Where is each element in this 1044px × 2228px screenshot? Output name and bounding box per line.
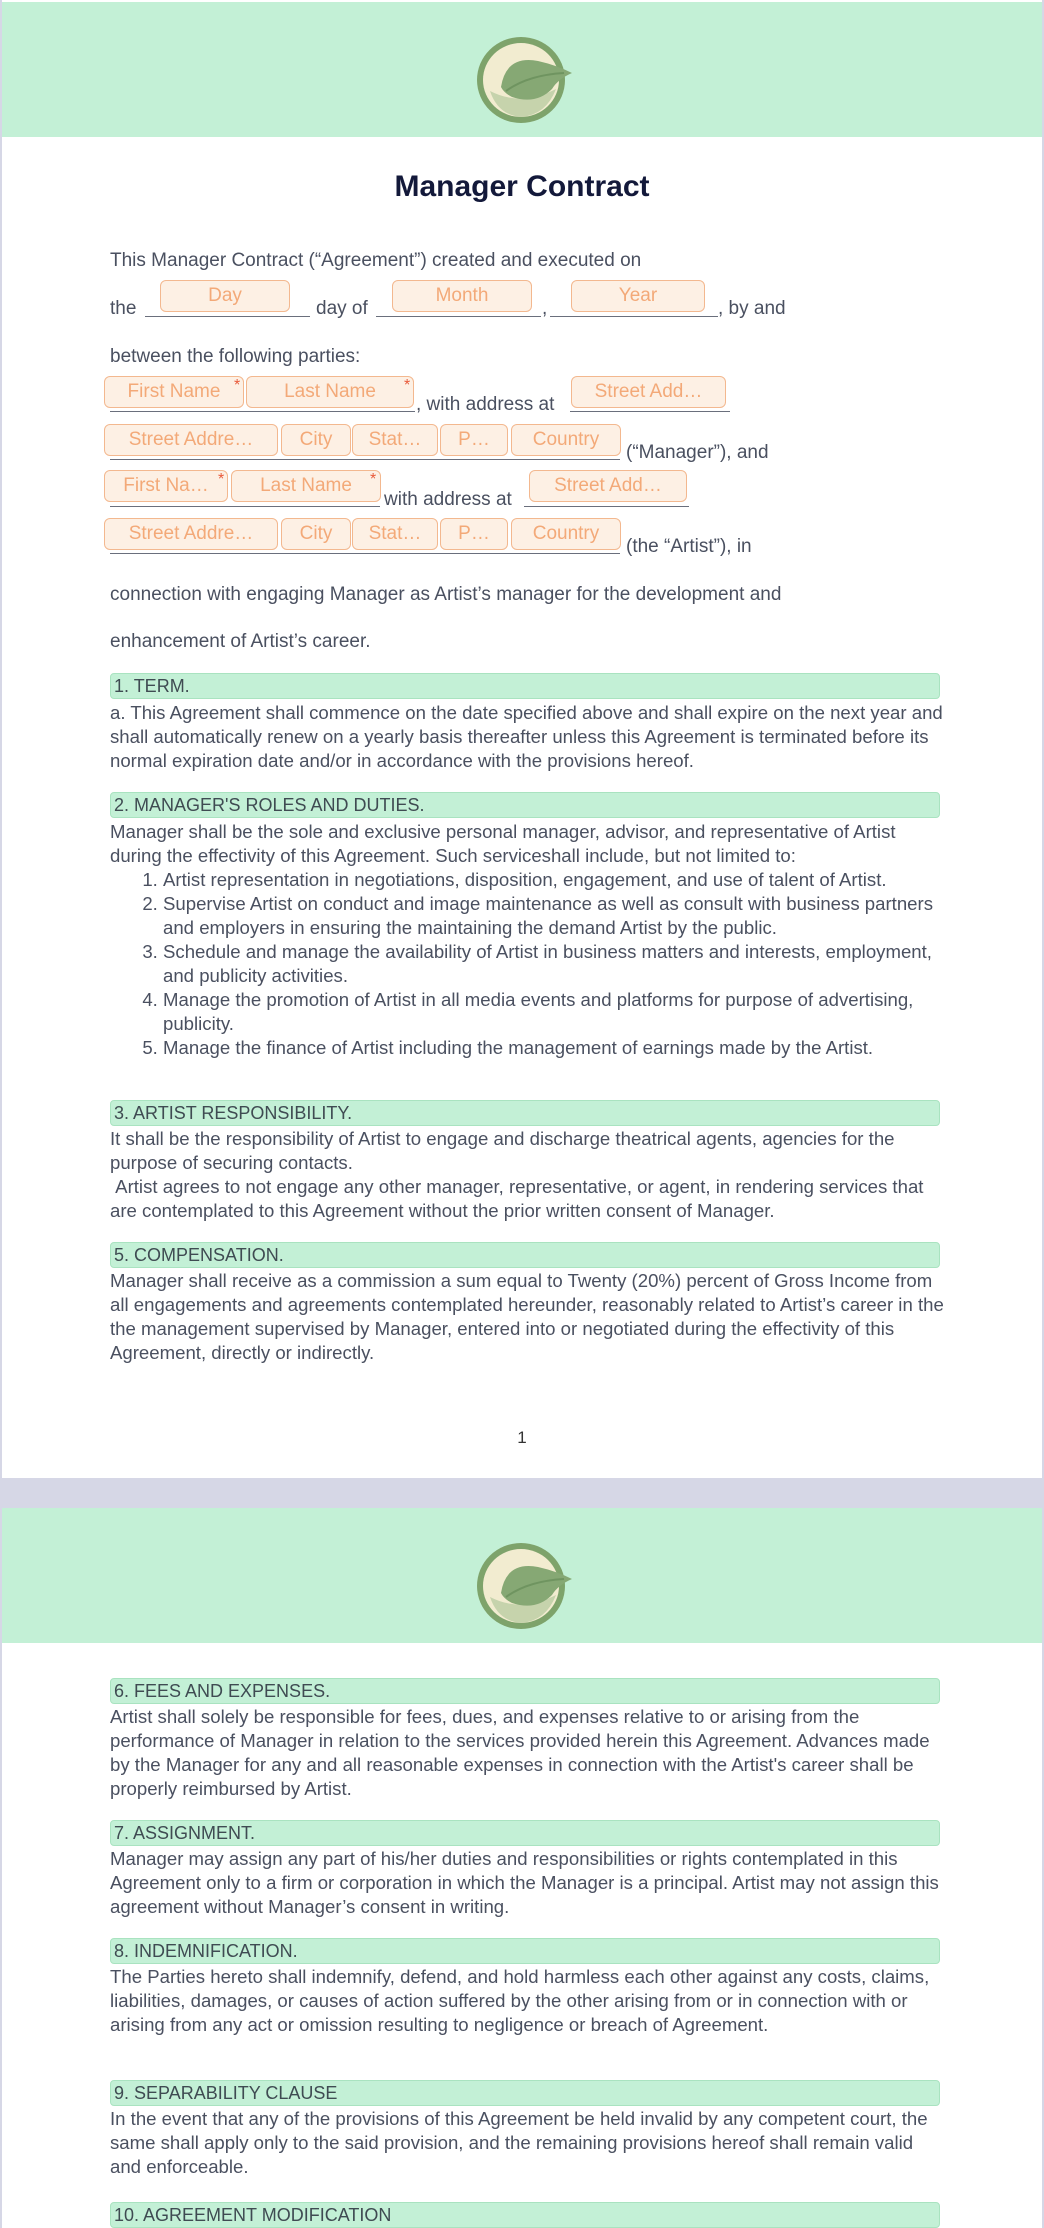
artist-city-field[interactable]: City	[281, 518, 351, 550]
paragraph: Manager may assign any part of his/her duties and responsibilities or rights contemplated in this Agreement only to a firm or corporation in which the Manager is a principal. Artist may not assign this agreement without Manager’s consent in writing.	[110, 1848, 939, 1917]
list-item: 4. Manage the promotion of Artist in all media events and platforms for purpose of advertising, publicity.	[163, 988, 944, 1036]
artist-name-blank	[110, 506, 380, 507]
manager-first-name-field[interactable]: First Name	[104, 376, 244, 408]
artist-state-field[interactable]: Stat…	[352, 518, 438, 550]
section-text-term	[110, 701, 944, 773]
artist-country-field[interactable]: Country	[511, 518, 621, 550]
section-heading-modification: 10. AGREEMENT MODIFICATION	[110, 2202, 940, 2228]
intro-line: enhancement of Artist’s career.	[110, 631, 371, 652]
section-heading-indemnification: 8. INDEMNIFICATION.	[110, 1938, 940, 1964]
artist-postal-field[interactable]: P…	[440, 518, 508, 550]
day-blank	[145, 316, 310, 317]
document-page-2	[2, 1508, 1042, 2228]
manager-last-name-field[interactable]: Last Name	[246, 376, 414, 408]
paragraph: Artist shall solely be responsible for fees, dues, and expenses relative to or arising from the performance of Manager in relation to the services provided herein this Agreement. Advances made by the Manager for any and all reasonable expenses in connection with the Artist's career shall be properly reimbursed by Artist.	[110, 1706, 930, 1799]
paragraph: a. This Agreement shall commence on the date specified above and shall expire on the next year and shall automatically renew on a yearly basis thereafter unless this Agreement is terminated before its normal expiration date and/or in accordance with the provisions hereof.	[110, 702, 943, 771]
leaf-logo-icon	[476, 35, 572, 125]
manager-country-field[interactable]: Country	[511, 424, 621, 456]
artist-last-name-field[interactable]: Last Name	[231, 470, 381, 502]
duties-list	[110, 868, 944, 1060]
paragraph: Artist agrees to not engage any other manager, representative, or agent, in rendering services that are contemplated to this Agreement without the prior written consent of Manager.	[110, 1176, 929, 1221]
paragraph: In the event that any of the provisions of this Agreement be held invalid by any competent court, the same shall apply only to the said provision, and the remaining provisions hereof shall remain valid and enforceable.	[110, 2108, 928, 2177]
artist-address2-blank	[110, 553, 620, 554]
section-text-fees	[110, 1705, 944, 1801]
section-text-assignment	[110, 1847, 944, 1919]
intro-comma: ,	[542, 298, 548, 319]
year-blank	[550, 316, 718, 317]
manager-address-blank	[570, 411, 730, 412]
intro-between: between the following parties:	[110, 346, 361, 367]
artist-address-blank	[524, 506, 689, 507]
paragraph: Manager shall receive as a commission a sum equal to Twenty (20%) percent of Gross Income from all engagements and agreements contemplated hereunder, reasonably related to Artist’s career in the the management supervised by Manager, entered into or negotiated during the effectivity of this Agreement, directly or indirectly.	[110, 1270, 944, 1363]
day-field[interactable]: Day	[160, 280, 290, 312]
month-field[interactable]: Month	[392, 280, 532, 312]
required-mark: *	[218, 471, 225, 488]
intro-day-of: day of	[316, 298, 368, 319]
manager-address2-blank	[110, 459, 620, 460]
manager-street-address-2-field[interactable]: Street Addre…	[104, 424, 278, 456]
leaf-logo-icon	[476, 1541, 572, 1631]
intro-line: This Manager Contract (“Agreement”) created and executed on	[110, 250, 642, 271]
section-heading-compensation: 5. COMPENSATION.	[110, 1242, 940, 1268]
section-text-artist	[110, 1127, 944, 1223]
artist-street-address-2-field[interactable]: Street Addre…	[104, 518, 278, 550]
list-item: 5. Manage the finance of Artist including the management of earnings made by the Artist.	[163, 1036, 944, 1060]
section-text-roles	[110, 820, 944, 1060]
section-text-indemnification	[110, 1965, 944, 2037]
list-item: 2. Supervise Artist on conduct and image maintenance as well as consult with business partners and employers in ensuring the maintaining the demand Artist by the public.	[163, 892, 944, 940]
required-mark: *	[370, 471, 377, 488]
intro-by-and: , by and	[718, 298, 786, 319]
with-address-at: with address at	[384, 489, 512, 510]
manager-postal-field[interactable]: P…	[440, 424, 508, 456]
intro-line: connection with engaging Manager as Artist’s manager for the development and	[110, 584, 782, 605]
header-band	[2, 1508, 1042, 1643]
header-band	[2, 2, 1042, 137]
month-blank	[376, 316, 541, 317]
section-heading-fees: 6. FEES AND EXPENSES.	[110, 1678, 940, 1704]
artist-street-address-field[interactable]: Street Add…	[529, 470, 687, 502]
document-title: Manager Contract	[394, 170, 650, 203]
manager-name-blank	[110, 411, 415, 412]
manager-city-field[interactable]: City	[281, 424, 351, 456]
manager-suffix: (“Manager”), and	[626, 442, 769, 463]
list-item: 1. Artist representation in negotiations, disposition, engagement, and use of talent of Artist.	[163, 868, 944, 892]
required-mark: *	[234, 377, 241, 394]
section-heading-assignment: 7. ASSIGNMENT.	[110, 1820, 940, 1846]
required-mark: *	[404, 377, 411, 394]
section-heading-artist: 3. ARTIST RESPONSIBILITY.	[110, 1100, 940, 1126]
intro-the: the	[110, 298, 137, 319]
section-text-compensation	[110, 1269, 944, 1365]
page-number: 1	[517, 1428, 527, 1447]
manager-state-field[interactable]: Stat…	[352, 424, 438, 456]
paragraph: It shall be the responsibility of Artist to engage and discharge theatrical agents, agencies for the purpose of securing contacts.	[110, 1128, 895, 1173]
artist-suffix: (the “Artist”), in	[626, 536, 752, 557]
artist-first-name-field[interactable]: First Na…	[104, 470, 228, 502]
section-text-separability	[110, 2107, 944, 2179]
list-item: 3. Schedule and manage the availability of Artist in business matters and interests, employment, and publicity activities.	[163, 940, 944, 988]
year-field[interactable]: Year	[571, 280, 705, 312]
with-address-at: , with address at	[416, 394, 555, 415]
section-heading-separability: 9. SEPARABILITY CLAUSE	[110, 2080, 940, 2106]
document-page-1	[2, 0, 1042, 1478]
section-heading-term: 1. TERM.	[110, 673, 940, 699]
paragraph: The Parties hereto shall indemnify, defend, and hold harmless each other against any costs, claims, liabilities, damages, or causes of action suffered by the other arising from or in connection with or arising from any act or omission resulting to negligence or breach of Agreement.	[110, 1966, 930, 2035]
section-heading-roles: 2. MANAGER'S ROLES AND DUTIES.	[110, 792, 940, 818]
paragraph: Manager shall be the sole and exclusive personal manager, advisor, and representative of Artist during the effectivity of this Agreement. Such serviceshall include, but not limited to:	[110, 821, 896, 866]
manager-street-address-field[interactable]: Street Add…	[571, 376, 726, 408]
